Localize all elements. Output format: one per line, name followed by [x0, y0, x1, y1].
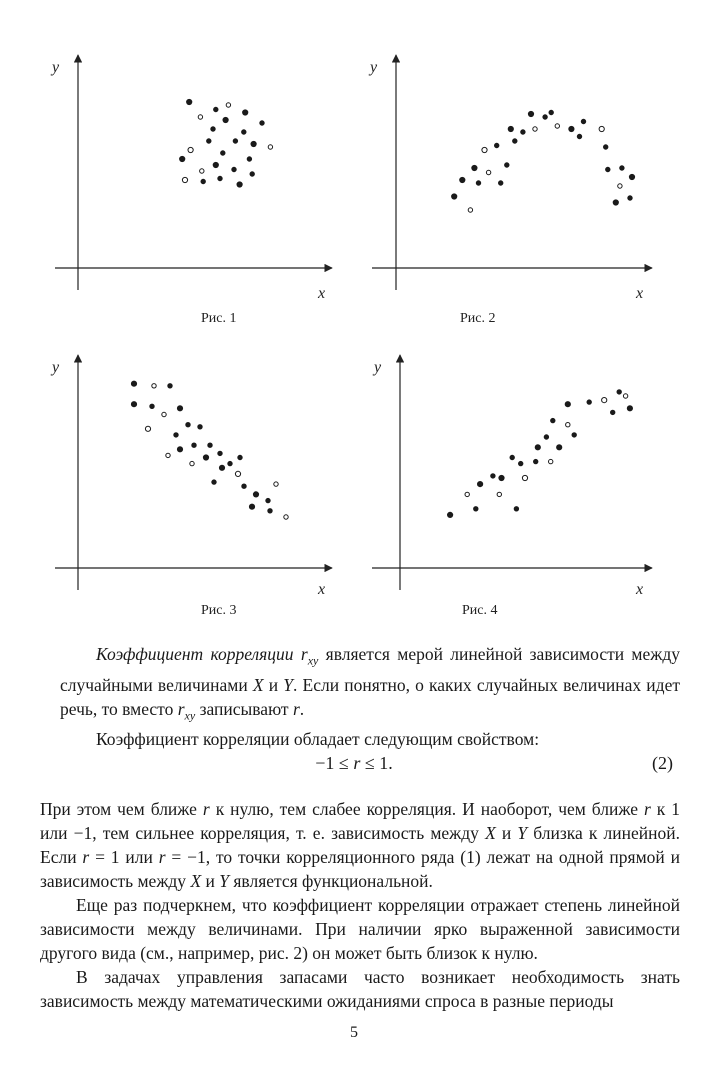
- paragraph-interpretation: [40, 797, 680, 893]
- page-number: 5: [350, 1024, 358, 1041]
- scatter-point: [482, 147, 487, 152]
- scatter-point: [617, 390, 621, 394]
- figure-2: [368, 55, 652, 326]
- subscript-xy: xy: [307, 653, 319, 668]
- figure-4: [372, 355, 652, 618]
- text-fragment: к нулю, тем слабее корреляция. И наоборот, чем ближе: [209, 799, 644, 819]
- scatter-point: [174, 433, 178, 437]
- text-fragment: При этом чем ближе: [40, 799, 203, 819]
- var-x: X: [485, 823, 496, 843]
- scatter-point: [198, 425, 202, 429]
- scatter-point: [131, 402, 136, 407]
- fig1-y-label: y: [52, 59, 60, 76]
- scatter-point: [213, 162, 218, 167]
- fig2-x-label: x: [636, 285, 644, 302]
- scatter-point: [268, 145, 272, 149]
- text-fragment: и: [495, 823, 518, 843]
- scatter-point: [218, 176, 222, 180]
- scatter-point: [465, 492, 469, 496]
- scatter-point: [551, 418, 555, 422]
- scatter-point: [268, 509, 272, 513]
- scatter-point: [535, 445, 540, 450]
- scatter-point: [233, 139, 237, 143]
- scatter-point: [611, 410, 615, 414]
- scatter-point: [207, 139, 211, 143]
- scatter-point: [452, 194, 457, 199]
- scatter-point: [221, 151, 225, 155]
- scatter-point: [150, 404, 154, 408]
- fig1-points: [180, 99, 273, 187]
- fig3-y-label: y: [52, 359, 60, 376]
- var-y: Y: [517, 823, 528, 843]
- var-r: r: [300, 644, 308, 664]
- scatter-point: [472, 165, 477, 170]
- paragraph-definition: [60, 642, 680, 751]
- scatter-point: [510, 455, 514, 459]
- scatter-point: [618, 184, 622, 188]
- text-fragment: является мерой линейной зависимости между случайными величинами: [60, 644, 680, 695]
- scatter-point: [131, 381, 136, 386]
- subscript-xy: xy: [184, 708, 196, 722]
- scatter-point: [587, 400, 591, 404]
- scatter-point: [519, 461, 523, 465]
- var-r: r: [292, 698, 300, 719]
- fig3-x-label: x: [318, 581, 326, 598]
- scatter-point: [522, 475, 527, 480]
- fig2-y-label: y: [370, 59, 378, 76]
- term-correlation-coefficient: Коэффициент корреляции: [96, 644, 301, 664]
- var-r: r: [353, 753, 361, 773]
- scatter-point: [565, 402, 570, 407]
- text-fragment: является функциональной.: [229, 871, 433, 891]
- scatter-point: [223, 117, 228, 122]
- scatter-point: [555, 124, 559, 128]
- scatter-point: [192, 443, 196, 447]
- text-fragment: близка к линейной. Если: [40, 823, 681, 867]
- scatter-point: [474, 507, 478, 511]
- scatter-point: [182, 177, 187, 182]
- fig1-caption: Рис. 1: [201, 311, 237, 326]
- scatter-point: [177, 406, 182, 411]
- var-r: r: [643, 799, 651, 819]
- paragraph-property: Коэффициент корреляции обладает следующим свойством:: [96, 729, 540, 749]
- scatter-point: [491, 474, 495, 478]
- text-fragment: = −1, то точки корреляционного ряда (1) лежат на одной прямой и зависимость между: [40, 847, 680, 891]
- figure-1: [50, 55, 332, 326]
- scatter-point: [572, 433, 576, 437]
- paragraph-emphasis: Еще раз подчеркнем, что коэффициент корреляции отражает степень линейной зависимости между величинами. При наличии ярко выраженной зависимости другого вида (см., например, рис. 2) он может быть близок к нулю.: [40, 895, 680, 963]
- scatter-point: [237, 182, 242, 187]
- scatter-point: [228, 461, 232, 465]
- scatter-point: [145, 426, 150, 431]
- var-y: Y: [219, 871, 229, 891]
- var-r: r: [177, 698, 185, 719]
- scatter-point: [508, 126, 513, 131]
- scatter-point: [514, 507, 518, 511]
- scatter-point: [180, 156, 185, 161]
- scatter-point: [260, 121, 264, 125]
- var-r: r: [82, 847, 90, 867]
- fig4-y-label: y: [374, 359, 382, 376]
- fig3-points: [131, 381, 288, 519]
- scatter-point: [629, 174, 634, 179]
- formula-expression: [0, 753, 708, 774]
- formula-right: ≤ 1.: [360, 753, 393, 773]
- scatter-point: [569, 126, 574, 131]
- formula-number: (2): [652, 753, 673, 773]
- scatter-point: [218, 451, 222, 455]
- scatter-point: [190, 461, 194, 465]
- scatter-point: [251, 141, 256, 146]
- scatter-point: [177, 447, 182, 452]
- scatter-point: [235, 471, 240, 476]
- text-fragment: .: [299, 698, 305, 719]
- scatter-point: [521, 130, 525, 134]
- scatter-point: [201, 179, 205, 183]
- scatter-point: [448, 512, 453, 517]
- scatter-point: [566, 423, 570, 427]
- formula-2: [0, 753, 708, 781]
- scatter-point: [168, 384, 172, 388]
- var-r: r: [202, 799, 210, 819]
- fig2-points: [452, 110, 635, 212]
- text-fragment: и: [201, 871, 220, 891]
- text-fragment: . Если понятно, о каких случайных величинах идет речь, то вместо: [60, 674, 680, 719]
- var-r: r: [158, 847, 166, 867]
- scatter-point: [549, 110, 553, 114]
- scatter-point: [486, 170, 490, 174]
- scatter-point: [219, 465, 224, 470]
- scatter-point: [212, 480, 216, 484]
- text-fragment: к 1 или −1, тем сильнее корреляция, т. е. зависимость между: [40, 799, 680, 843]
- scatter-point: [186, 423, 190, 427]
- scatter-point: [623, 394, 627, 398]
- scatter-point: [620, 166, 624, 170]
- scatter-point: [208, 443, 212, 447]
- text-body: [40, 797, 680, 1013]
- text-fragment: = 1 или: [89, 847, 159, 867]
- scatter-point: [557, 445, 562, 450]
- scatter-point: [226, 103, 230, 107]
- scatter-point: [602, 398, 607, 403]
- scatter-point: [250, 172, 254, 176]
- scatter-point: [599, 126, 604, 131]
- scatter-point: [198, 115, 202, 119]
- scatter-point: [253, 492, 258, 497]
- scatter-point: [468, 208, 472, 212]
- scatter-point: [247, 157, 251, 161]
- text-fragment: и: [263, 674, 284, 695]
- scatter-point: [152, 384, 156, 388]
- scatter-point: [533, 127, 537, 131]
- fig4-x-label: x: [636, 581, 644, 598]
- text-fragment: записывают: [195, 698, 293, 719]
- scatter-point: [203, 455, 208, 460]
- scatter-point: [242, 130, 246, 134]
- scatter-point: [577, 134, 581, 138]
- scatter-point: [505, 163, 509, 167]
- var-x: X: [190, 871, 202, 891]
- scatter-point: [162, 412, 166, 416]
- scatter-point: [166, 453, 170, 457]
- fig1-x-label: x: [318, 285, 326, 302]
- scatter-point: [606, 167, 610, 171]
- scatter-point: [284, 515, 288, 519]
- scatter-point: [478, 482, 483, 487]
- scatter-point: [534, 459, 538, 463]
- scatter-point: [476, 181, 480, 185]
- scatter-point: [214, 107, 218, 111]
- fig4-points: [448, 390, 633, 518]
- fig3-caption: Рис. 3: [201, 603, 237, 618]
- scatter-point: [460, 177, 465, 182]
- scatter-point: [238, 455, 242, 459]
- scatter-point: [188, 147, 193, 152]
- scatter-point: [544, 435, 548, 439]
- scatter-point: [243, 110, 248, 115]
- scatter-point: [266, 498, 270, 502]
- var-x: X: [252, 674, 264, 695]
- scatter-point: [497, 492, 501, 496]
- figure-3: [50, 355, 332, 618]
- scatter-point: [543, 115, 547, 119]
- formula-left: −1 ≤: [315, 753, 354, 773]
- scatter-point: [628, 196, 632, 200]
- scatter-point: [274, 482, 278, 486]
- scatter-point: [187, 99, 192, 104]
- scatter-point: [499, 181, 503, 185]
- scatter-point: [232, 167, 236, 171]
- scatter-point: [627, 406, 632, 411]
- var-y: Y: [283, 674, 294, 695]
- fig2-caption: Рис. 2: [460, 311, 496, 326]
- scatter-point: [499, 475, 504, 480]
- scatter-point: [581, 119, 585, 123]
- scatter-point: [513, 139, 517, 143]
- paragraph-inventory: В задачах управления запасами часто возникает необходимость знать зависимость между математическими ожиданиями спроса в разные периоды: [40, 967, 680, 1011]
- scatter-point: [200, 169, 204, 173]
- fig4-caption: Рис. 4: [462, 603, 498, 618]
- scatter-point: [613, 200, 618, 205]
- scatter-point: [249, 504, 254, 509]
- scatter-point: [211, 127, 215, 131]
- scatter-point: [528, 111, 533, 116]
- scatter-point: [495, 143, 499, 147]
- scatter-point: [549, 459, 553, 463]
- scatter-point: [242, 484, 246, 488]
- scatter-point: [604, 145, 608, 149]
